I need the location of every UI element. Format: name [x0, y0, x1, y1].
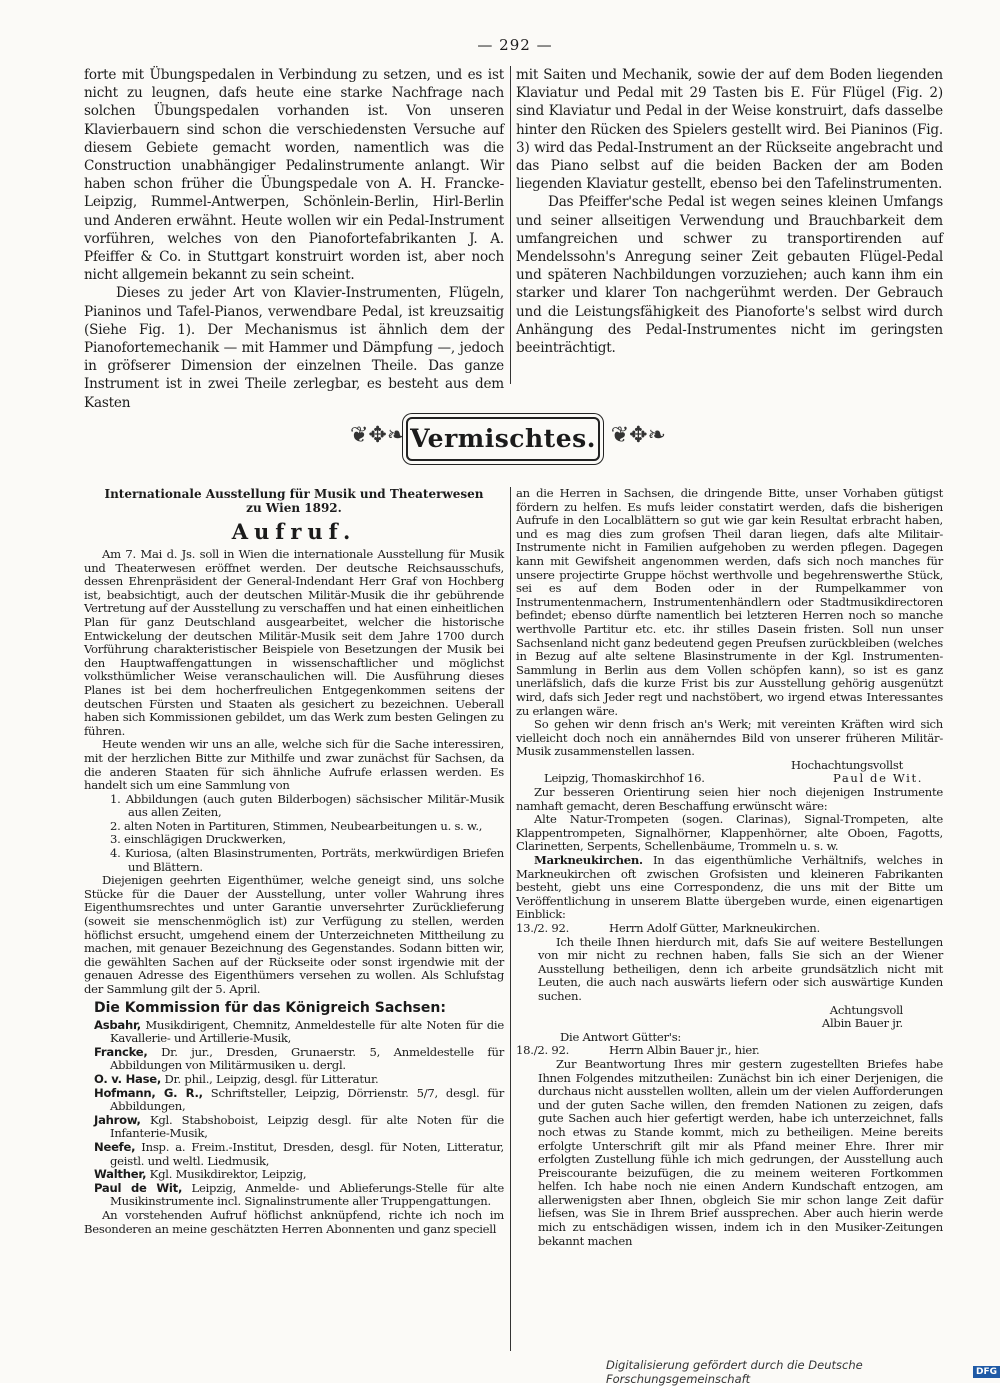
bottom-left-column	[84, 487, 504, 1236]
member-text: Leipzig, Anmelde- und Ablieferungs-Stelle für alte Musikinstrumente incl. Signalinstrumente aller Truppengattungen.	[110, 1180, 504, 1209]
member-text: Kgl. Stabshoboist, Leipzig desgl. für alte Noten für die Infanterie-Musik,	[110, 1112, 504, 1141]
paragraph: mit Saiten und Mechanik, sowie der auf dem Boden liegenden Klaviatur und Pedal mit 29 Tasten bis E. Für Flügel (Fig. 2) sind Klaviatur und Pedal in der Weise konstruirt, dafs dasselbe hinter den Rücken des Spielers gestellt wird. Bei Pianinos (Fig. 3) wird das Pedal-Instrument an der Rückseite angebracht und das Piano selbst auf die beiden Backen der am Boden liegenden Klaviatur gestellt, ebenso bei den Tafelinstrumenten.	[516, 67, 943, 193]
commission-heading: Die Kommission für das Königreich Sachsen:	[94, 999, 446, 1016]
commission-member	[94, 1168, 504, 1182]
member-text: Schriftsteller, Leipzig, Dörrienstr. 5/7, desgl. für Abbildungen,	[110, 1085, 504, 1114]
list-item: 4. Kuriosa, (alten Blasinstrumenten, Porträts, merkwürdigen Briefen und Blättern.	[110, 846, 504, 874]
member-name: Jahrow,	[94, 1112, 141, 1127]
signature-line	[516, 772, 943, 786]
letter-body: Zur Beantwortung Ihres mir gestern zugestellten Briefes habe Ihnen Folgendes mitzutheilen: Zunächst bin ich einer Derjenigen, die durchaus nicht ausstellen wollten, allein um der vielen Aufforderungen und der guten Sache willen, den fremden Nationen zu zeigen, dafs gute Sachen auch hier gefertigt werden, habe ich unterzeichnet, falls noch etwas zu Stande kommt, mich zu betheiligen. Meine bereits erfolgte Unterschrift gilt mir als Pfand meiner Ehre. Ihrer mir erfolgten Zustellung fühle ich mich gedrungen, der Ausstellung auch Preiscourante beizufügen, die zu meinem weiteren Fortkommen helfen. Ich habe noch nie einen Andern Kundschaft entzogen, am allerwenigsten aber Ihnen, obgleich Sie mir schon lange Zeit dafür liefsen, was Sie in Ihrem Brief aussprechen. Aber auch hierin werde mich zu entschädigen wissen, indem ich in den Musiker-Zeitungen bekannt machen	[538, 1056, 943, 1248]
letter-date: 18./2. 92.	[516, 1043, 570, 1058]
paragraph: Zur besseren Orientirung seien hier noch diejenigen Instrumente namhaft gemacht, deren Beschaffung erwünscht wäre:	[516, 785, 943, 813]
letter-signature: Albin Bauer jr.	[821, 1016, 903, 1031]
article-heading-sub: zu Wien 1892.	[246, 501, 342, 515]
column-divider	[510, 487, 511, 1351]
paragraph-text: In das eigenthümliche Verhältnifs, welches in Markneukirchen oft zwischen Grofsisten und kleineren Fabrikanten besteht, giebt uns eine Correspondenz, die uns mit der Bitte um Veröffentlichung in unserem Blatte übergeben wurde, einen eigenartigen Einblick:	[516, 853, 943, 922]
member-text: Dr. phil., Leipzig, desgl. für Litteratur.	[161, 1071, 379, 1086]
dfg-logo-icon: DFG	[973, 1366, 1000, 1378]
paragraph: forte mit Übungspedalen in Verbindung zu setzen, und es ist nicht zu leugnen, dafs heute eine starke Nachfrage nach solchen Übungspedalen vorhanden ist. Von unseren Klavierbauern sind schon die verschiedensten Versuche auf diesem Gebiete gemacht worden, namentlich was die Construction unabhängiger Pedalinstrumente anlangt. Wir haben schon früher die Übungspedale von A. H. Francke-Leipzig, Rummel-Antwerpen, Schönlein-Berlin, Hirl-Berlin und Anderen erwähnt. Heute wollen wir ein Pedal-Instrument vorführen, welches von den Pianofortefabrikanten J. A. Pfeiffer & Co. in Stuttgart konstruirt worden ist, aber noch nicht allgemein bekannt zu sein scheint.	[84, 67, 504, 284]
member-name: O. v. Hase,	[94, 1071, 162, 1086]
section-banner	[350, 417, 666, 461]
footer	[606, 1358, 1000, 1386]
article-heading: Internationale Ausstellung für Musik und Theaterwesen	[104, 487, 484, 501]
paragraph: So gehen wir denn frisch an's Werk; mit vereinten Kräften wird sich vielleicht doch noch ein annäherndes Bild von unserer früheren Militär-Musik zusammenstellen lassen.	[516, 717, 943, 759]
place-heading: Markneukirchen.	[534, 853, 643, 868]
letter-date: 13./2. 92.	[516, 921, 570, 935]
bottom-right-column	[516, 487, 943, 1248]
ornament-left-icon: ❦✥❧	[350, 423, 406, 448]
commission-member	[94, 1141, 504, 1168]
place: Leipzig, Thomaskirchhof 16.	[544, 771, 705, 786]
collection-list	[84, 793, 504, 875]
commission-member	[94, 1182, 504, 1209]
section-title: Vermischtes.	[410, 424, 596, 453]
member-text: Insp. a. Freim.-Institut, Dresden, desgl. für Noten, Litteratur, geistl. und weltl. Liedmusik,	[110, 1139, 504, 1168]
member-name: Neefe,	[94, 1139, 136, 1154]
paragraph	[516, 854, 943, 922]
paragraph: Diejenigen geehrten Eigenthümer, welche geneigt sind, uns solche Stücke für die Dauer der Ausstellung, unter voller Wahrung ihres Eigenthumsrechtes und unter Garantie unversehrter Zurücklieferung (soweit sie menschenmöglich ist) zur Verfügung zu stellen, werden höflichst ersucht, umgehend einem der Unterzeichneten Mittheilung zu machen, mit genauer Bezeichnung des Gegenstandes. Sodann bitten wir, die gewählten Sachen auf der Rückseite oder sonst irgendwie mit der genauen Adresse des Eigenthümers versehen zu wollen. Als Schlufstag der Sammlung gilt der 5. April.	[84, 873, 504, 996]
member-name: Hofmann, G. R.,	[94, 1085, 203, 1100]
letter-closing: Achtungsvoll	[829, 1002, 903, 1017]
section-title-frame	[406, 417, 600, 461]
member-name: Walther,	[94, 1167, 147, 1182]
commission-member	[94, 1019, 504, 1046]
column-divider	[510, 66, 511, 384]
member-name: Paul de Wit,	[94, 1180, 183, 1195]
footer-text: Digitalisierung gefördert durch die Deutsche Forschungsgemeinschaft	[606, 1358, 863, 1386]
list-item: 2. alten Noten in Partituren, Stimmen, Neubearbeitungen u. s. w.,	[110, 818, 483, 833]
page-number: — 292 —	[477, 36, 553, 54]
member-text: Kgl. Musikdirektor, Leipzig,	[146, 1167, 307, 1182]
paragraph: Dieses zu jeder Art von Klavier-Instrumenten, Flügeln, Pianinos und Tafel-Pianos, verwendbare Pedal, ist kreuzsaitig (Siehe Fig. 1). Der Mechanismus ist ähnlich dem der Pianofortemechanik — mit Hammer und Dämpfung —, jedoch in gröfserer Dimension der einzelnen Theile. Das ganze Instrument ist in zwei Theile zerlegbar, es besteht aus dem Kasten	[84, 285, 504, 411]
paragraph: Am 7. Mai d. Js. soll in Wien die internationale Ausstellung für Musik und Theaterwesen eröffnet werden. Der deutsche Reichsausschufs, dessen Ehrenpräsident der General-Indendant Herr Graf von Hochberg ist, beabsichtigt, auch der deutschen Militär-Musik die ihr gebührende Vertretung auf der Ausstellung zu verschaffen und hat einen einheitlichen Plan für ganz Deutschland ausgearbeitet, welcher die historische Entwickelung der deutschen Militär-Musik seit dem Jahre 1700 durch Vorführung charakteristischer Beispiele von Besetzungen der Musik bei den Hauptwaffengattungen in wissenschaftlicher und möglichst volksthümlicher Weise veranschaulichen will. Die Ausführung dieses Planes ist bei dem hocherfreulichen Entgegenkommen seitens der deutschen Fürsten und Staaten als gesichert zu bezeichnen. Ueberall haben sich Kommissionen gebildet, um das Werk zum besten Gelingen zu führen.	[84, 547, 504, 738]
member-name: Asbahr,	[94, 1017, 141, 1032]
member-name: Francke,	[94, 1044, 148, 1059]
commission-member	[94, 1046, 504, 1073]
letter-address: Herrn Adolf Gütter, Markneukirchen.	[609, 921, 820, 935]
paragraph: An vorstehenden Aufruf höflichst anknüpfend, richte ich noch im Besonderen an meine geschätzten Herren Abonnenten und ganz speciell	[84, 1207, 504, 1236]
letter-header	[516, 1044, 943, 1058]
paragraph: Das Pfeiffer'sche Pedal ist wegen seines kleinen Umfangs und seiner allseitigen Verwendung und Brauchbarkeit dem umfangreichen und schwer zu transportirenden auf Mendelssohn's Anregung seiner Zeit gebauten Flügel-Pedal und späteren Nachbildungen vorzuziehen; auch kann ihm ein starker und klarer Ton nachgerühmt werden. Der Gebrauch und die Leistungsfähigkeit des Pianoforte's selbst wird durch Anhängung des Pedal-Instrumentes nicht im geringsten beeinträchtigt.	[516, 194, 943, 357]
answer-heading: Die Antwort Gütter's:	[560, 1029, 682, 1044]
closing: Hochachtungsvollst	[791, 757, 903, 772]
ornament-right-icon: ❦✥❧	[610, 423, 666, 448]
member-text: Musikdirigent, Chemnitz, Anmeldestelle für alte Noten für die Kavallerie- und Artillerie-Musik,	[110, 1017, 504, 1046]
list-item: 3. einschlägigen Druckwerken,	[110, 832, 286, 847]
commission-member	[94, 1114, 504, 1141]
letter-address: Herrn Albin Bauer jr., hier.	[609, 1043, 760, 1058]
commission-member	[94, 1087, 504, 1114]
member-text: Dr. jur., Dresden, Grunaerstr. 5, Anmeldestelle für Abbildungen von Militärmusiken u. dergl.	[110, 1044, 504, 1073]
aufruf-title: Aufruf.	[231, 519, 357, 544]
letter-body: Ich theile Ihnen hierdurch mit, dafs Sie auf weitere Bestellungen von mir nicht zu rechnen haben, falls Sie sich an der Wiener Ausstellung betheiligen, denn ich arbeite grundsätzlich nicht mit Leuten, die auch nach auswärts liefern oder sich auswärtige Kunden suchen.	[538, 934, 943, 1003]
letter-header	[516, 922, 943, 936]
top-left-column	[84, 66, 504, 412]
paragraph: Heute wenden wir uns an alle, welche sich für die Sache interessiren, mit der herzlichen Bitte zur Mithilfe und zwar zunächst für Sachsen, da die anderen Staaten für sich ähnliche Aufrufe erlassen werden. Es handelt sich um eine Sammlung von	[84, 737, 504, 793]
list-item: 1. Abbildungen (auch guten Bilderbogen) sächsischer Militär-Musik aus allen Zeiten,	[110, 791, 504, 820]
top-right-column	[516, 66, 943, 357]
paragraph: an die Herren in Sachsen, die dringende Bitte, unser Vorhaben gütigst fördern zu helfen. Es mufs leider constatirt werden, dafs die bisherigen Aufrufe in den Localblättern so gut wie gar kein Resultat erbracht haben, und es mag dies zum grofsen Theil daran liegen, dafs alte Militair-Instrumente nicht in Familien aufgehoben zu werden pflegen. Dagegen kann mit Gewifsheit angenommen werden, dafs sich noch manches für unsere projectirte Gruppe höchst werthvolle und begehrenswerthe Stück, sei es auf dem Boden oder in der Rumpelkammer von Instrumentenmachern, Instrumentenhändlern oder Stadtmusikdirectoren befindet; ebenso dürfte namentlich bei letzteren Herren noch so manche werthvolle Partitur etc. etc. ihr stilles Dasein fristen. Soll nun unser Sachsenland nicht ganz bedeutend gegen Preufsen zurückbleiben (welches in Bezug auf alte seltene Blasinstrumente in der Kgl. Instrumenten-Sammlung in Berlin aus dem Vollen schöpfen kann), so ist es ganz unerläfslich, dafs die kurze Frist bis zur Ausstellung gehörig ausgenützt wird, dafs sich Jeder regt und nachstöbert, wo irgend etwas Interessantes zu erlangen wäre.	[516, 486, 943, 718]
commission-member	[94, 1073, 504, 1087]
signer: Paul de Wit.	[833, 771, 923, 786]
paragraph: Alte Natur-Trompeten (sogen. Clarinas), Signal-Trompeten, alte Klappentrompeten, Signalhörner, Klappenhörner, alte Oboen, Fagotts, Clarinetten, Serpents, Schellenbäume, Trommeln u. s. w.	[516, 812, 943, 854]
